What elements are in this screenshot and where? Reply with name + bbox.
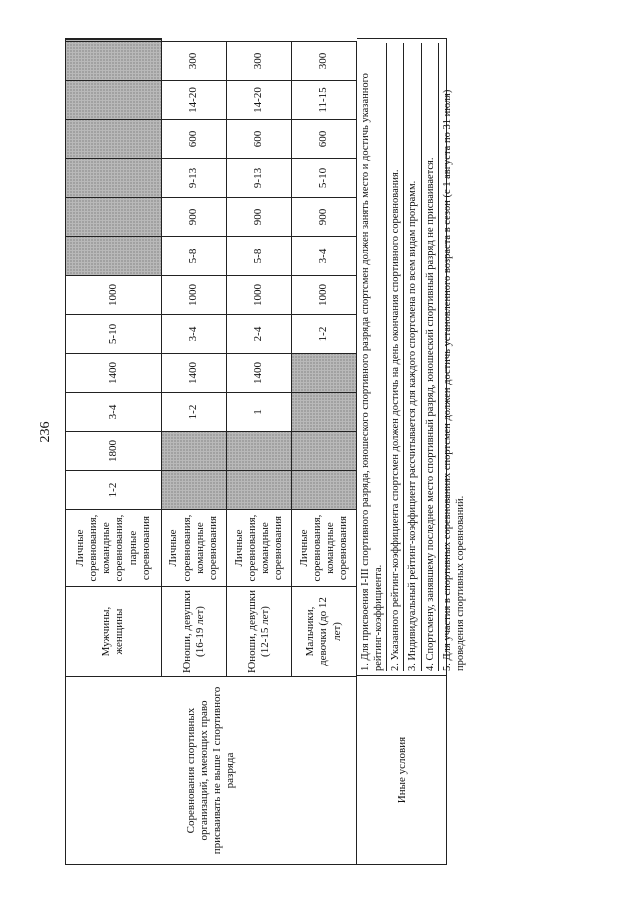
place-cell: 3-4 bbox=[161, 315, 226, 354]
condition-item-5: 5. Для участия в спортивных соревнованиях спортсмен должен достичь установленного возраста в сезон (с 1 августа по 31 июля) проведения спортивных соревнований. bbox=[441, 89, 466, 671]
place-cell: 3-4 bbox=[291, 237, 356, 276]
place-cell: 9-13 bbox=[161, 159, 226, 198]
place-cell: 5-8 bbox=[226, 237, 291, 276]
group-cell: Юноши, девушки (16-19 лет) bbox=[161, 587, 226, 677]
place-cell: 14-20 bbox=[226, 81, 291, 120]
rating-cell: 600 bbox=[291, 120, 356, 159]
place-cell bbox=[161, 471, 226, 510]
rating-cell bbox=[66, 120, 162, 159]
rating-cell: 900 bbox=[291, 198, 356, 237]
rotated-page bbox=[65, 38, 640, 855]
place-cell: 9-13 bbox=[226, 159, 291, 198]
place-cell: 2-4 bbox=[226, 315, 291, 354]
rating-cell: 1000 bbox=[161, 276, 226, 315]
group-cell: Мальчики, девочки (до 12 лет) bbox=[291, 587, 356, 677]
group-cell: Мужчины, женщины bbox=[66, 587, 162, 677]
place-cell: 1-2 bbox=[291, 315, 356, 354]
rating-cell: 1400 bbox=[161, 354, 226, 393]
competition-type-cell: Личные соревнования, командные соревнования bbox=[291, 510, 356, 587]
rating-cell bbox=[226, 432, 291, 471]
place-cell: 1-2 bbox=[161, 393, 226, 432]
rating-cell: 600 bbox=[226, 120, 291, 159]
place-cell: 1 bbox=[226, 393, 291, 432]
conditions-list bbox=[357, 39, 466, 675]
place-cell bbox=[291, 471, 356, 510]
rating-cell: 1800 bbox=[66, 432, 162, 471]
condition-item-1: 1. Для присвоения I-III спортивного разряда, юношеского спортивного разряда спортсмен должен занять место и достичь указанного рейтинг-коэффициента. bbox=[359, 43, 387, 671]
conditions-label: Иные условия bbox=[357, 675, 446, 864]
rating-cell bbox=[66, 198, 162, 237]
place-cell: 5-10 bbox=[291, 159, 356, 198]
rating-cell: 300 bbox=[226, 42, 291, 81]
competition-type-cell: Личные соревнования, командные соревнования, парные соревнования bbox=[66, 510, 162, 587]
rating-cell: 1000 bbox=[66, 276, 162, 315]
rating-cell bbox=[291, 354, 356, 393]
rating-cell: 900 bbox=[161, 198, 226, 237]
rating-cell: 1000 bbox=[226, 276, 291, 315]
rating-cell bbox=[66, 42, 162, 81]
competition-type-cell: Личные соревнования, командные соревнования bbox=[161, 510, 226, 587]
place-cell: 11-15 bbox=[291, 81, 356, 120]
rank-table bbox=[65, 38, 357, 865]
rating-cell: 600 bbox=[161, 120, 226, 159]
rating-cell: 1400 bbox=[226, 354, 291, 393]
rating-cell: 900 bbox=[226, 198, 291, 237]
place-cell bbox=[291, 393, 356, 432]
place-cell: 3-4 bbox=[66, 393, 162, 432]
conditions-row bbox=[357, 38, 466, 865]
group-cell: Юноши, девушки (12-15 лет) bbox=[226, 587, 291, 677]
condition-item-3: 3. Индивидуальный рейтинг-коэффициент рассчитывается для каждого спортсмена по всем видам программ. bbox=[406, 43, 421, 671]
rating-cell: 300 bbox=[291, 42, 356, 81]
rating-cell bbox=[161, 432, 226, 471]
place-cell bbox=[66, 237, 162, 276]
rating-cell: 1000 bbox=[291, 276, 356, 315]
rating-cell bbox=[66, 39, 162, 41]
place-cell bbox=[66, 159, 162, 198]
section-label: Соревнования спортивных организаций, имеющих право присваивать не выше I спортивного разряда bbox=[66, 677, 357, 865]
place-cell bbox=[66, 81, 162, 120]
table-row bbox=[66, 39, 162, 865]
condition-item-4: 4. Спортсмену, занявшему последнее место спортивный разряд, юношеский спортивный разряд не присваивается. bbox=[424, 43, 439, 671]
competition-type-cell: Личные соревнования, командные соревнования bbox=[226, 510, 291, 587]
rating-cell: 300 bbox=[161, 42, 226, 81]
page-number: 236 bbox=[38, 421, 53, 443]
rating-cell: 1400 bbox=[66, 354, 162, 393]
condition-item-2: 2. Указанного рейтинг-коэффициента спортсмен должен достичь на день окончания спортивного соревнования. bbox=[389, 43, 404, 671]
place-cell bbox=[226, 471, 291, 510]
place-cell bbox=[66, 40, 162, 42]
place-cell: 14-20 bbox=[161, 81, 226, 120]
rating-cell bbox=[291, 432, 356, 471]
place-cell: 1-2 bbox=[66, 471, 162, 510]
place-cell: 5-10 bbox=[66, 315, 162, 354]
place-cell: 5-8 bbox=[161, 237, 226, 276]
